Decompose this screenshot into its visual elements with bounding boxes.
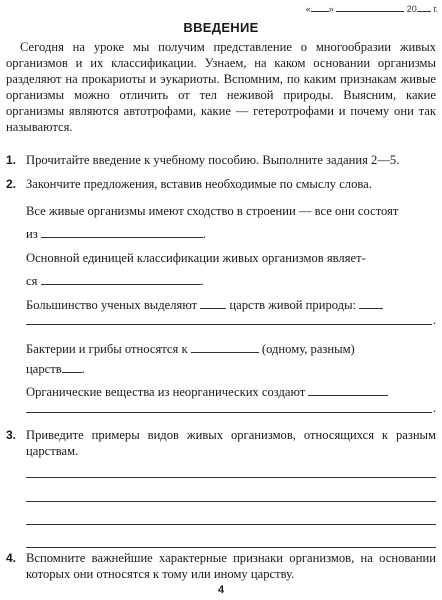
task-text: Закончите предложения, вставив необходимые по смыслу слова. [26, 177, 372, 191]
answer-blank[interactable] [308, 384, 388, 396]
sentence-4-line-2 [26, 361, 436, 377]
answer-line[interactable] [26, 547, 436, 548]
sentence-2-line-2 [26, 273, 436, 289]
day-blank[interactable] [311, 2, 329, 12]
year-blank[interactable] [417, 2, 431, 12]
answer-blank[interactable] [200, 297, 226, 309]
task-4 [6, 550, 436, 582]
task-1 [6, 152, 436, 168]
sentence-2-line-1: Основной единицей классификации живых организмов являет- [26, 251, 366, 265]
task-number: 2. [6, 177, 17, 191]
sentence-1-line-2 [26, 226, 436, 242]
date-open-quote: « [305, 4, 311, 14]
sentence-1-word: из [26, 227, 38, 241]
sentence-4-options: (одному, разным) [261, 342, 355, 356]
page-number: 4 [217, 584, 225, 596]
year-prefix: 20 [406, 4, 417, 14]
sentence-4-end: царств [26, 362, 62, 376]
period: . [200, 274, 204, 288]
task-2 [6, 176, 436, 192]
task-number: 1. [6, 153, 17, 167]
period: . [81, 362, 85, 376]
intro-paragraph: Сегодня на уроке мы получим представление о многообразии живых организмов и их классификации. Узнаем, на каком основании организмы разделяют на прокариоты и эукариоты. Вспомним, по каким признакам живые организмы можно отличить от тел неживой природы. Выясним, какие организмы являются автотрофами, какие — гетеротрофами и почему они так называются. [6, 40, 436, 134]
answer-blank[interactable] [41, 273, 201, 285]
answer-line[interactable] [26, 524, 436, 525]
answer-blank[interactable] [62, 361, 82, 373]
sentence-1-line-1: Все живые организмы имеют сходство в строении — все они состоят [26, 204, 399, 218]
answer-line[interactable] [26, 412, 432, 413]
sentence-5-start: Органические вещества из неорганических создают [26, 385, 306, 399]
sentence-4-start: Бактерии и грибы относятся к [26, 342, 188, 356]
task-text: Вспомните важнейшие характерные признаки организмов, на основании которых они относятся к тому или иному царству. [26, 551, 436, 581]
year-suffix: г. [433, 4, 438, 14]
period: . [433, 313, 437, 327]
answer-line[interactable] [26, 477, 436, 478]
task-text: Прочитайте введение к учебному пособию. Выполните задания 2—5. [26, 153, 400, 167]
date-close-quote: » [328, 4, 334, 14]
answer-blank[interactable] [359, 297, 383, 309]
sentence-3-start: Большинство ученых выделяют [26, 298, 198, 312]
sentence-5-line-1 [26, 384, 436, 400]
answer-line[interactable] [26, 501, 436, 502]
sentence-3-line-1 [26, 297, 436, 313]
period: . [433, 401, 437, 415]
task-3 [6, 427, 436, 459]
task-number: 3. [6, 428, 17, 442]
task-text: Приведите примеры видов живых организмов, относящихся к разным царствам. [26, 428, 436, 458]
answer-blank[interactable] [41, 226, 203, 238]
sentence-4-line-1 [26, 341, 436, 357]
answer-line[interactable] [26, 324, 432, 325]
task-number: 4. [6, 551, 17, 565]
page-title: ВВЕДЕНИЕ [183, 20, 259, 35]
period: . [202, 227, 207, 241]
date-line [306, 2, 438, 14]
month-blank[interactable] [336, 2, 404, 12]
sentence-3-end: царств живой природы: [229, 298, 357, 312]
answer-blank[interactable] [191, 341, 259, 353]
sentence-2-word: ся [26, 274, 38, 288]
